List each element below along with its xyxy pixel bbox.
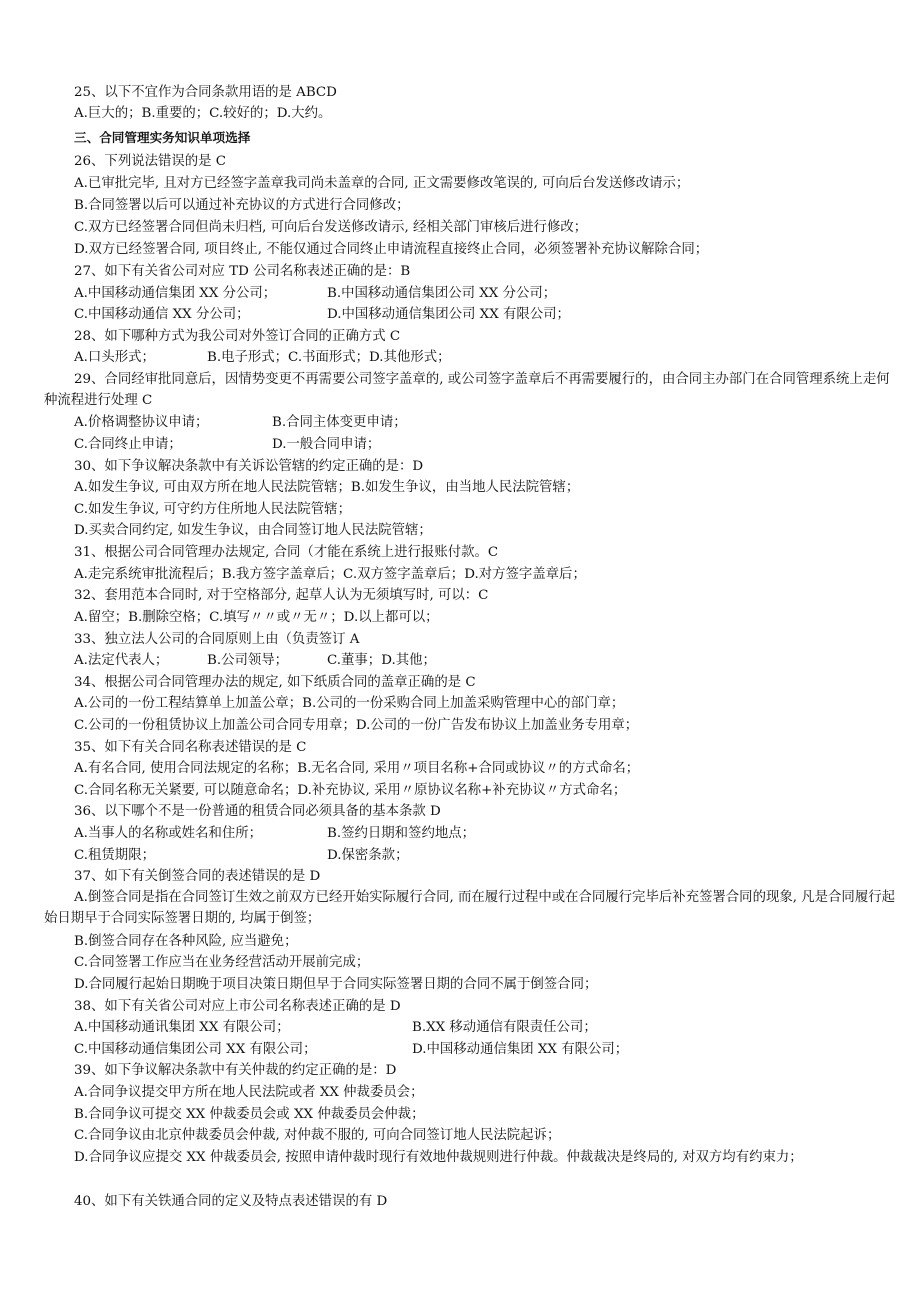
option-36-d: D.保密条款； [327, 848, 409, 863]
question-32: 32、套用范本合同时, 对于空格部分, 起草人认为无须填写时, 可以：C [74, 588, 489, 603]
option-29-b: B.合同主体变更申请； [272, 415, 407, 430]
option-37-d: D.合同履行起始日期晚于项目决策日期但早于合同实际签署日期的合同不属于倒签合同； [74, 977, 598, 992]
option-30-d: D.买卖合同约定, 如发生争议，由合同签订地人民法院管辖； [74, 523, 432, 538]
option-35-ab: A.有名合同, 使用合同法规定的名称；B.无名合同, 采用〃项目名称+合同或协议〃的方式命名； [74, 761, 640, 776]
option-37-b: B.倒签合同存在各种风险, 应当避免； [74, 934, 298, 949]
option-33-b: B.公司领导； [207, 653, 289, 668]
option-36-b: B.签约日期和签约地点； [327, 826, 476, 841]
option-39-a: A.合同争议提交甲方所在地人民法院或者 XX 仲裁委员会； [74, 1085, 424, 1100]
question-36: 36、以下哪个不是一份普通的租赁合同必须具备的基本条款 D [74, 804, 441, 819]
option-27-a: A.中国移动通信集团 XX 分公司； [74, 286, 277, 301]
option-30-ab: A.如发生争议, 可由双方所在地人民法院管辖；B.如发生争议，由当地人民法院管辖； [74, 480, 580, 495]
option-39-d: D.合同争议应提交 XX 仲裁委员会, 按照申请仲裁时现行有效地仲裁规则进行仲裁。仲裁裁决是终局的, 对双方均有约束力； [74, 1150, 803, 1165]
question-30: 30、如下争议解决条款中有关诉讼管辖的约定正确的是：D [74, 459, 424, 474]
option-36-c: C.租赁期限； [74, 848, 155, 863]
options-25: A.巨大的；B.重要的；C.较好的；D.大约。 [74, 106, 332, 121]
option-26-a: A.已审批完毕, 且对方已经签字盖章我司尚未盖章的合同, 正文需要修改笔误的, 可向后台发送修改请示； [74, 176, 690, 191]
option-28-bcd: B.电子形式；C.书面形式；D.其他形式； [207, 350, 451, 365]
question-26: 26、下列说法错误的是 C [74, 154, 227, 169]
option-34-ab: A.公司的一份工程结算单上加盖公章；B.公司的一份采购合同上加盖采购管理中心的部门章； [74, 696, 625, 711]
option-35-cd: C.合同名称无关紧要, 可以随意命名；D.补充协议, 采用〃原协议名称+补充协议〃方式命名； [74, 783, 627, 798]
option-29-d: D.一般合同申请； [272, 437, 381, 452]
option-27-c: C.中国移动通信 XX 分公司； [74, 307, 250, 322]
question-35: 35、如下有关合同名称表述错误的是 C [74, 740, 307, 755]
question-27: 27、如下有关省公司对应 TD 公司名称表述正确的是：B [74, 264, 411, 279]
option-36-a: A.当事人的名称或姓名和住所； [74, 826, 263, 841]
question-40: 40、如下有关铁通合同的定义及特点表述错误的有 D [74, 1194, 388, 1209]
question-33: 33、独立法人公司的合同原则上由（负责签订 A [74, 632, 360, 647]
option-29-c: C.合同终止申请； [74, 437, 182, 452]
option-26-c: C.双方已经签署合同但尚未归档, 可向后台发送修改请示, 经相关部门审核后进行修改； [74, 220, 588, 235]
option-30-c: C.如发生争议, 可守约方住所地人民法院管辖； [74, 502, 351, 517]
option-33-cd: C.董事；D.其他； [327, 653, 436, 668]
option-27-d: D.中国移动通信集团公司 XX 有限公司； [327, 307, 570, 322]
option-39-c: C.合同争议由北京仲裁委员会仲裁, 对仲裁不服的, 可向合同签订地人民法院起诉； [74, 1128, 561, 1143]
question-39: 39、如下争议解决条款中有关仲裁的约定正确的是：D [74, 1063, 397, 1078]
option-26-b: B.合同签署以后可以通过补充协议的方式进行合同修改； [74, 198, 410, 213]
question-29: 29、合同经审批同意后，因情势变更不再需要公司签字盖章的, 或公司签字盖章后不再需要履行的，由合同主办部门在合同管理系统上走何种流程进行处理 C [44, 372, 890, 408]
option-38-d: D.中国移动通信集团 XX 有限公司； [412, 1042, 629, 1057]
option-39-b: B.合同争议可提交 XX 仲裁委员会或 XX 仲裁委员会仲裁； [74, 1107, 425, 1122]
option-28-a: A.口头形式； [74, 350, 155, 365]
option-34-cd: C.公司的一份租赁协议上加盖公司合同专用章；D.公司的一份广告发布协议上加盖业务专用章； [74, 718, 639, 733]
option-33-a: A.法定代表人； [74, 653, 169, 668]
option-37-c: C.合同签署工作应当在业务经营活动开展前完成； [74, 955, 370, 970]
option-37-a: A.倒签合同是指在合同签订生效之前双方已经开始实际履行合同, 而在履行过程中或在合同履行完毕后补充签署合同的现象, 凡是合同履行起始日期早于合同实际签署日期的, 均属于倒签； [44, 890, 895, 926]
option-38-a: A.中国移动通讯集团 XX 有限公司； [74, 1020, 290, 1035]
option-29-a: A.价格调整协议申请； [74, 415, 209, 430]
options-31: A.走完系统审批流程后；B.我方签字盖章后；C.双方签字盖章后；D.对方签字盖章后； [74, 567, 586, 582]
question-31: 31、根据公司合同管理办法规定, 合同（才能在系统上进行报账付款。C [74, 545, 499, 560]
question-25: 25、以下不宜作为合同条款用语的是 ABCD [74, 85, 337, 100]
option-38-c: C.中国移动通信集团公司 XX 有限公司； [74, 1042, 317, 1057]
section-heading: 三、合同管理实务知识单项选择 [74, 130, 251, 145]
option-38-b: B.XX 移动通信有限责任公司； [412, 1020, 597, 1035]
options-32: A.留空；B.删除空格；C.填写〃〃或〃无〃；D.以上都可以； [74, 610, 439, 625]
option-26-d: D.双方已经签署合同, 项目终止, 不能仅通过合同终止申请流程直接终止合同，必须签署补充协议解除合同； [74, 242, 709, 257]
question-34: 34、根据公司合同管理办法的规定, 如下纸质合同的盖章正确的是 C [74, 675, 476, 690]
question-37: 37、如下有关倒签合同的表述错误的是 D [74, 869, 321, 884]
option-27-b: B.中国移动通信集团公司 XX 分公司； [327, 286, 557, 301]
question-28: 28、如下哪种方式为我公司对外签订合同的正确方式 C [74, 329, 401, 344]
question-38: 38、如下有关省公司对应上市公司名称表述正确的是 D [74, 999, 401, 1014]
